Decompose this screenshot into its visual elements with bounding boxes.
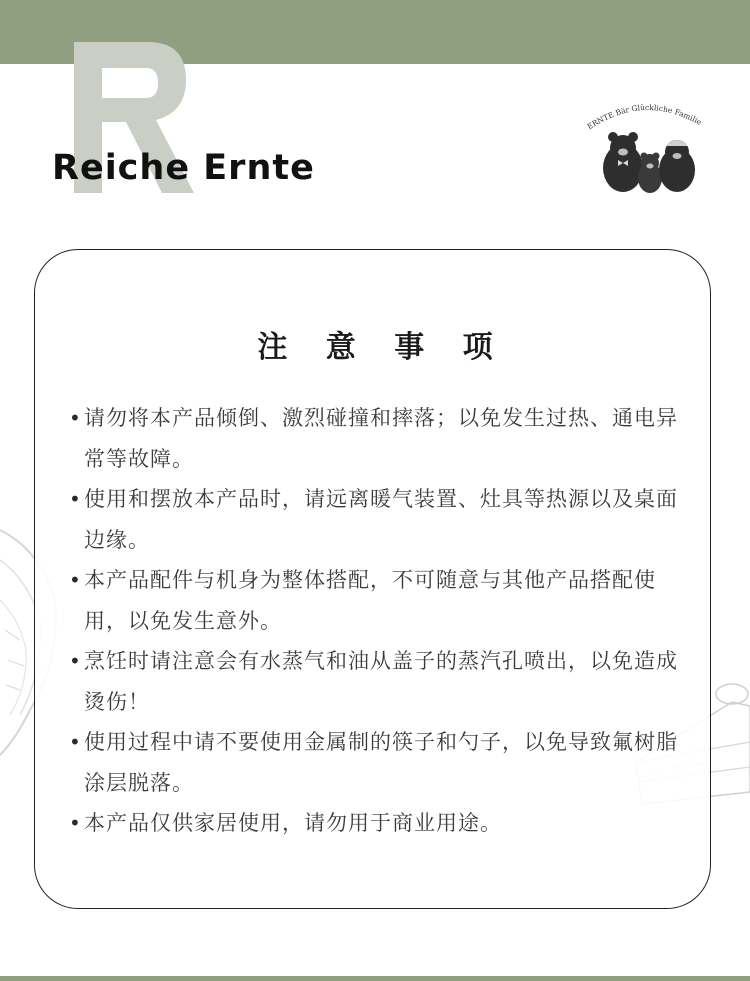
svg-text:ERNTE Bär Glückliche Familie [586,103,704,131]
notice-item [68,560,696,641]
notice-item-text: 本产品仅供家居使用，请勿用于商业用途。 [84,811,502,835]
notice-item [68,803,696,844]
notice-item-text: 使用过程中请不要使用金属制的筷子和勺子，以免导致氟树脂涂层脱落。 [84,730,678,795]
bullet: • [69,487,82,511]
notice-item-text: 请勿将本产品倾倒、激烈碰撞和摔落；以免发生过热、通电异常等故障。 [84,406,678,471]
bullet: • [69,730,82,754]
notice-title: 注 意 事 项 [257,330,507,365]
bottom-divider [0,976,750,981]
notice-item-text: 烹饪时请注意会有水蒸气和油从盖子的蒸汽孔喷出，以免造成烫伤！ [84,649,678,714]
notice-list [68,398,696,844]
bullet: • [69,811,82,835]
badge-text: ERNTE Bär Glückliche Familie [585,102,704,132]
notice-item [68,479,696,560]
notice-item-text: 使用和摆放本产品时，请远离暖气装置、灶具等热源以及桌面边缘。 [84,487,678,552]
bullet: • [69,649,82,673]
notice-item [68,641,696,722]
bullet: • [69,406,82,430]
bear-family-icon [578,90,718,200]
bullet: • [69,568,82,592]
notice-item [68,398,696,479]
notice-item [68,722,696,803]
notice-item-text: 本产品配件与机身为整体搭配，不可随意与其他产品搭配使用，以免发生意外。 [84,568,656,633]
brand-name: Reiche Ernte [52,148,315,188]
